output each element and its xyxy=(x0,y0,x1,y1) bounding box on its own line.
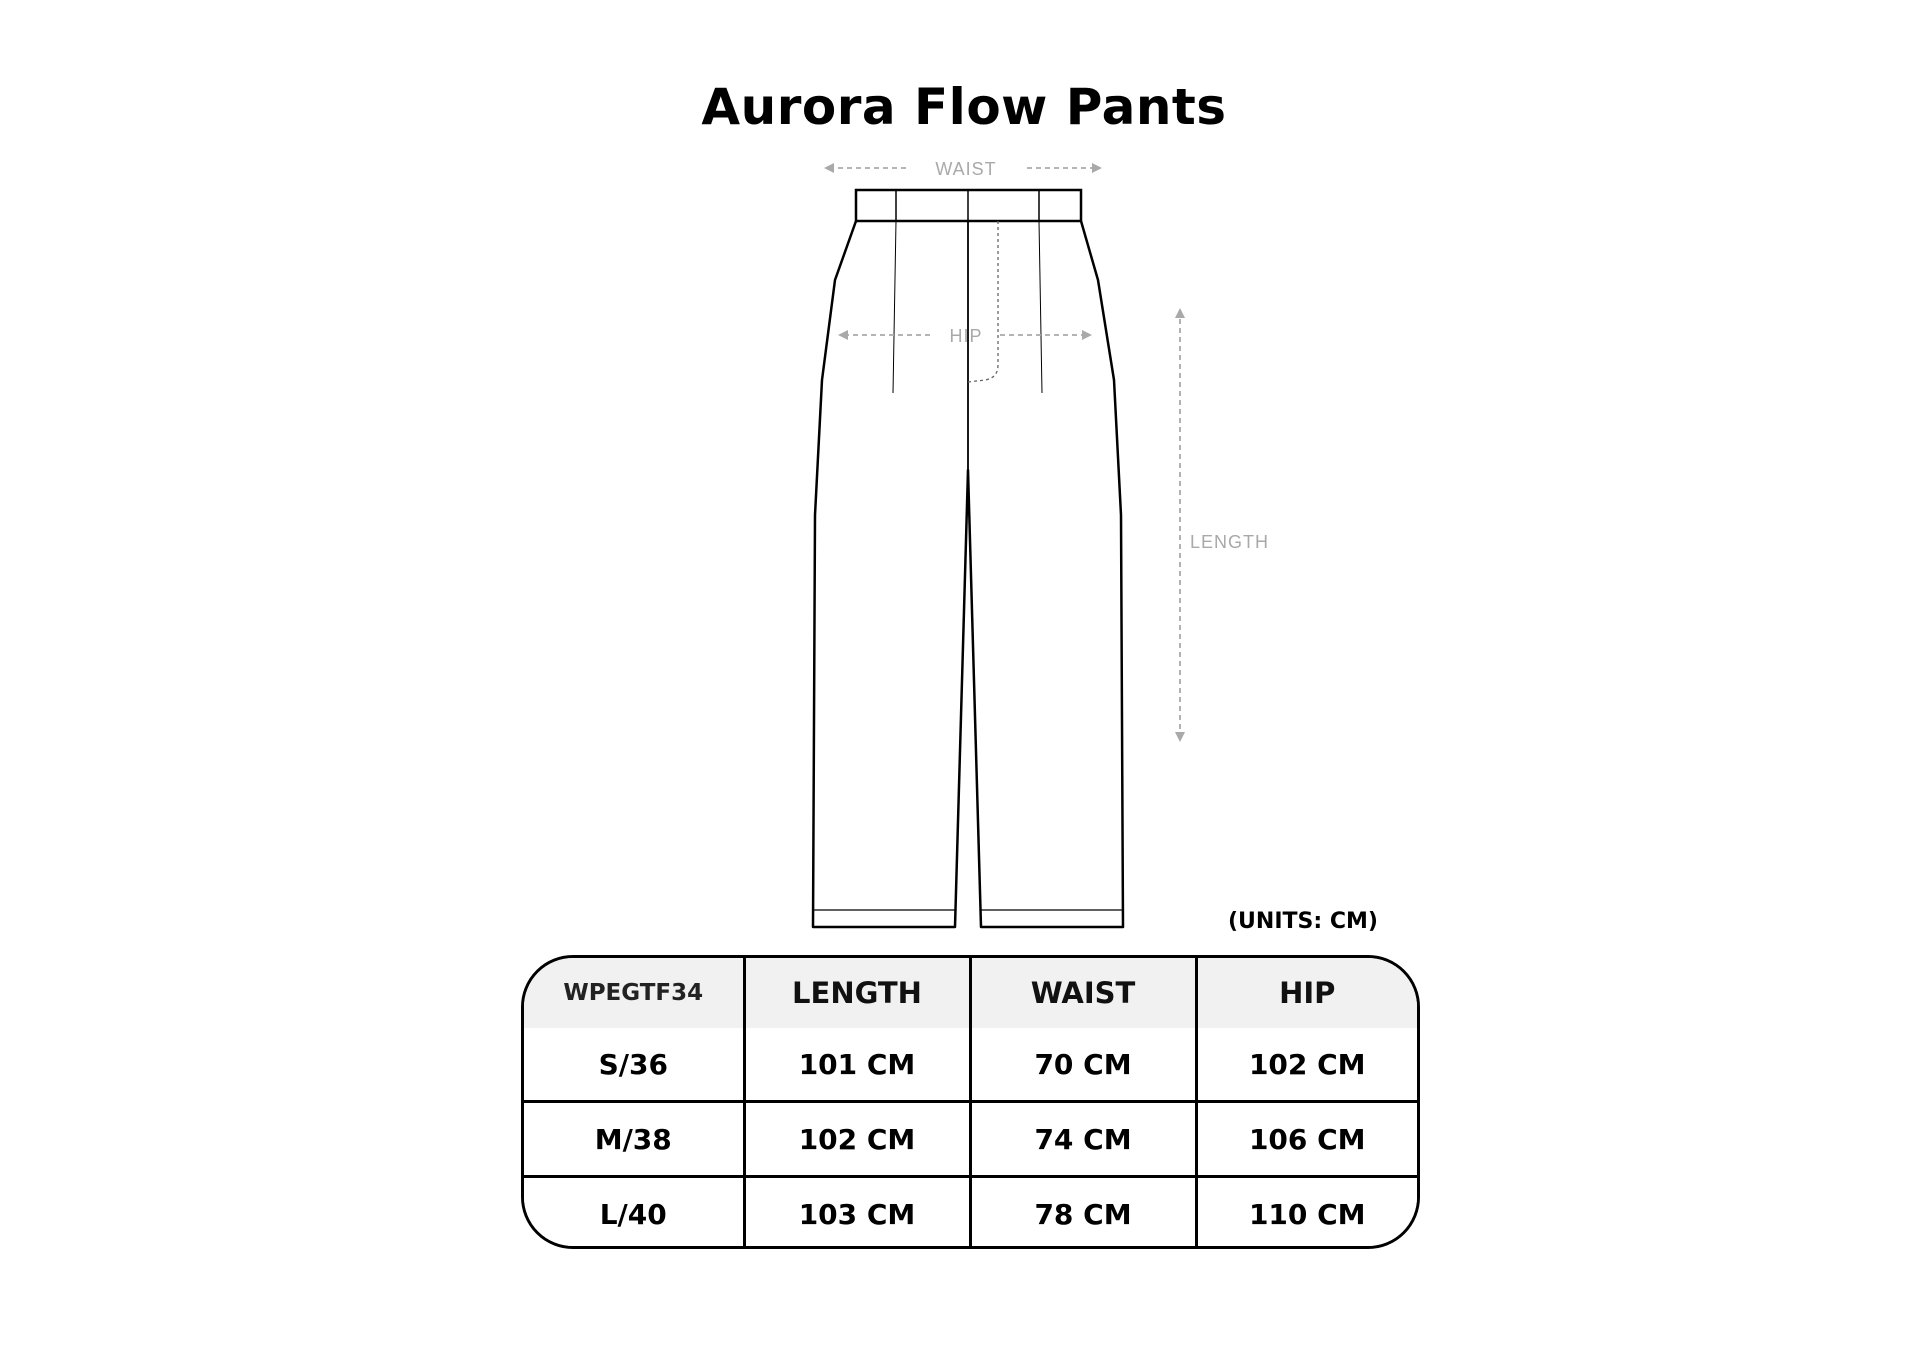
length-label: LENGTH xyxy=(1190,532,1270,552)
length-cell: 102 CM xyxy=(744,1102,970,1177)
size-cell: M/38 xyxy=(524,1102,744,1177)
table-row xyxy=(524,1102,1417,1177)
hip-cell: 106 CM xyxy=(1196,1102,1417,1177)
header-hip: HIP xyxy=(1196,958,1417,1028)
table-row xyxy=(524,1177,1417,1250)
hip-label: HIP xyxy=(949,326,983,346)
hip-cell: 102 CM xyxy=(1196,1028,1417,1102)
pleat-right xyxy=(1039,221,1042,393)
size-cell: L/40 xyxy=(524,1177,744,1250)
size-cell: S/36 xyxy=(524,1028,744,1102)
hip-cell: 110 CM xyxy=(1196,1177,1417,1250)
fly-stitch xyxy=(968,221,998,382)
header-waist: WAIST xyxy=(970,958,1196,1028)
size-table xyxy=(524,958,1417,1249)
size-chart xyxy=(521,955,1420,1249)
page-title: Aurora Flow Pants xyxy=(701,78,1227,136)
length-cell: 101 CM xyxy=(744,1028,970,1102)
waist-cell: 70 CM xyxy=(970,1028,1196,1102)
units-note: (UNITS: CM) xyxy=(1228,909,1378,934)
waist-cell: 78 CM xyxy=(970,1177,1196,1250)
length-cell: 103 CM xyxy=(744,1177,970,1250)
pleat-left xyxy=(893,221,896,393)
header-length: LENGTH xyxy=(744,958,970,1028)
table-row xyxy=(524,1028,1417,1102)
table-header-row xyxy=(524,958,1417,1028)
waist-label: WAIST xyxy=(935,159,997,179)
header-product-code: WPEGTF34 xyxy=(524,958,744,1028)
waist-cell: 74 CM xyxy=(970,1102,1196,1177)
